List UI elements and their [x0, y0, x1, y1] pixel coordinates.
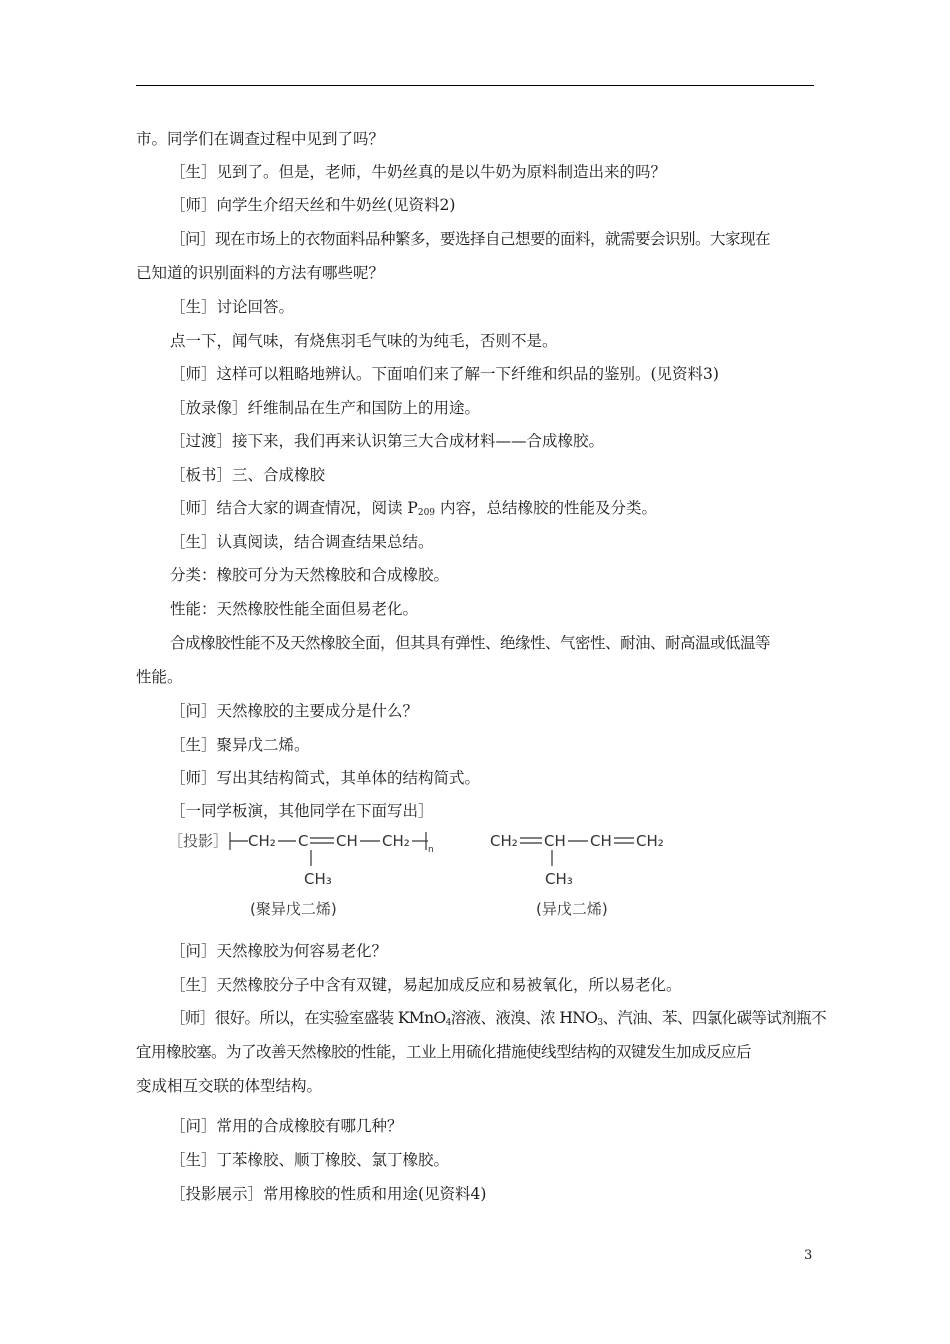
poly-atom: CH₂ — [248, 832, 276, 850]
text-line: ［师］向学生介绍天丝和牛奶丝(见资料2) — [170, 196, 456, 214]
subscript: 4 — [445, 1018, 451, 1028]
poly-branch: CH₃ — [304, 870, 332, 888]
text-line: ［师］写出其结构简式，其单体的结构简式。 — [170, 769, 481, 787]
text-line: 变成相互交联的体型结构。 — [136, 1077, 323, 1095]
text-line: ［问］常用的合成橡胶有哪几种？ — [170, 1117, 403, 1135]
mono-branch: CH₃ — [545, 870, 573, 888]
text-line: ［板书］三、合成橡胶 — [170, 466, 326, 484]
text-line: ［生］丁苯橡胶、顺丁橡胶、氯丁橡胶。 — [170, 1151, 450, 1169]
mono-caption: (异戊二烯) — [536, 900, 608, 918]
text-line: ［问］天然橡胶的主要成分是什么？ — [170, 702, 419, 720]
mono-atom: CH — [590, 832, 612, 850]
text-line: ［投影展示］常用橡胶的性质和用途(见资料4) — [170, 1185, 487, 1203]
text-line: ［过渡］接下来，我们再来认识第三大合成材料——合成橡胶。 — [170, 432, 605, 450]
text-line: 已知道的识别面料的方法有哪些呢？ — [136, 264, 385, 282]
text-line: ［问］天然橡胶为何容易老化？ — [170, 942, 388, 960]
text-line — [170, 497, 657, 524]
poly-atom: CH₂ — [382, 832, 410, 850]
poly-subscript-n: n — [428, 845, 434, 855]
text-segment: 内容，总结橡胶的性能及分类。 — [435, 499, 657, 517]
text-line: 点一下，闻气味，有烧焦羽毛气味的为纯毛，否则不是。 — [170, 332, 558, 350]
text-segment: 溶液、液溴、浓 HNO — [450, 1009, 598, 1027]
text-line — [170, 1007, 826, 1034]
text-line: ［师］这样可以粗略地辨认。下面咱们来了解一下纤维和织品的鉴别。(见资料3) — [170, 365, 719, 383]
poly-atom: C — [298, 832, 309, 850]
text-line: ［生］天然橡胶分子中含有双键，易起加成反应和易被氧化，所以易老化。 — [170, 976, 682, 994]
text-line: ［放录像］纤维制品在生产和国防上的用途。 — [170, 399, 481, 417]
poly-caption: (聚异戊二烯) — [250, 900, 337, 918]
text-line: ［一同学板演，其他同学在下面写出］ — [170, 802, 434, 820]
text-segment: 、汽油、苯、四氯化碳等试剂瓶不 — [602, 1009, 826, 1027]
structure-figure — [168, 826, 668, 920]
text-segment: ［师］结合大家的调查情况，阅读 P — [170, 499, 418, 517]
figure-label: ［投影］ — [168, 832, 229, 850]
text-line: ［生］聚异戊二烯。 — [170, 736, 310, 754]
text-line: 市。同学们在调查过程中见到了吗？ — [136, 130, 385, 148]
mono-atom: CH — [544, 832, 566, 850]
text-line: ［生］讨论回答。 — [170, 298, 295, 316]
text-line: 性能：天然橡胶性能全面但易老化。 — [170, 600, 419, 618]
subscript: 3 — [597, 1018, 603, 1028]
text-line: 合成橡胶性能不及天然橡胶全面，但其具有弹性、绝缘性、气密性、耐油、耐高温或低温等 — [170, 634, 771, 652]
header-rule — [136, 85, 814, 86]
poly-atom: CH — [336, 832, 358, 850]
text-line: 宜用橡胶塞。为了改善天然橡胶的性能，工业上用硫化措施使线型结构的双键发生加成反应后 — [136, 1043, 752, 1061]
text-line: ［问］现在市场上的衣物面料品种繁多，要选择自己想要的面料，就需要会识别。大家现在 — [170, 230, 771, 248]
text-line: ［生］见到了。但是，老师，牛奶丝真的是以牛奶为原料制造出来的吗？ — [170, 163, 667, 181]
text-line: ［生］认真阅读，结合调查结果总结。 — [170, 533, 434, 551]
mono-atom: CH₂ — [636, 832, 664, 850]
subscript: 209 — [417, 508, 436, 518]
text-segment: ［师］很好。所以，在实验室盛装 KMnO — [170, 1009, 446, 1027]
page-number: 3 — [804, 1248, 813, 1263]
mono-atom: CH₂ — [490, 832, 518, 850]
text-line: 性能。 — [136, 668, 183, 686]
text-line: 分类：橡胶可分为天然橡胶和合成橡胶。 — [170, 566, 450, 584]
